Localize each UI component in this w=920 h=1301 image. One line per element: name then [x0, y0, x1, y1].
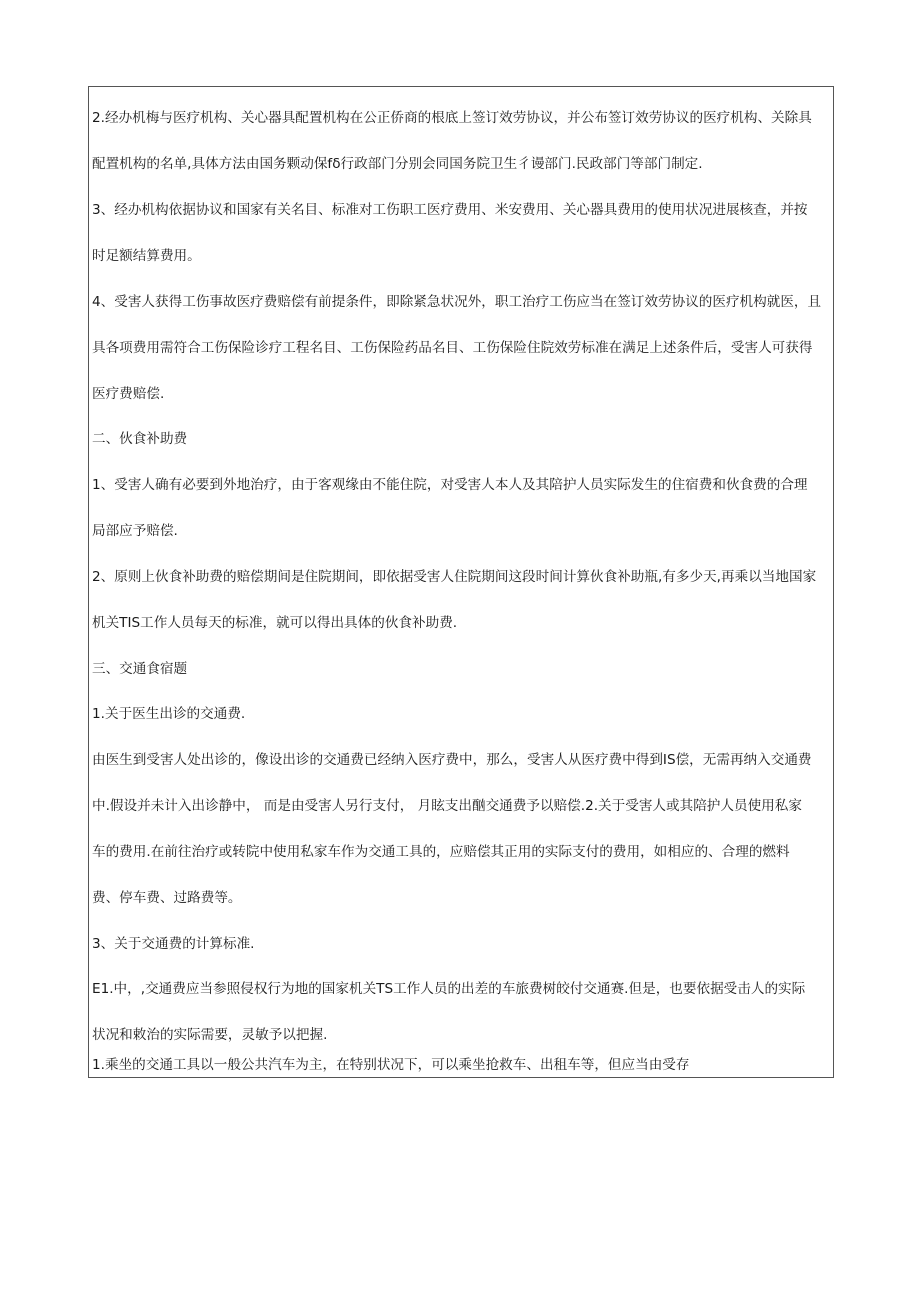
section-heading: 二、伙食补助费 — [92, 431, 188, 447]
text-line: 具各项费用需符合工伤保险诊疗工程名目、工伤保险药品名目、工伤保险住院效劳标准在满足上述条件后，受害人可获得 — [92, 340, 813, 356]
text-line: 3、经办机构依据协议和国家有关名目、标准对工伤职工医疗费用、米安费用、关心器具费用的使用状况进展核查，并按 — [92, 202, 808, 218]
text-line: 由医生到受害人处出诊的，像设出诊的交通费已经纳入医疗费中，那么，受害人从医疗费中得到IS偿，无需再纳入交通费 — [92, 752, 812, 768]
text-line: E1.中，,交通费应当参照侵权行为地的国家机关TS工作人员的出差的车旅费树皎付交通赛.但是，也要依据受击人的实际 — [92, 981, 806, 997]
text-line: 时足额结算费用。 — [92, 248, 201, 264]
text-line: 车的费用.在前往治疗或转院中使用私家车作为交通工具的，应赔偿其正用的实际支付的费用，如相应的、合理的燃料 — [92, 844, 790, 860]
text-line: 医疗费赔偿. — [92, 386, 165, 402]
text-line: 费、停车费、过路费等。 — [92, 890, 242, 906]
text-line: 中.假设并未计入出诊静中， 而是由受害人另行支付， 月眩支出酗交通费予以赔偿.2.关于受害人或其陪护人员使用私家 — [92, 798, 802, 814]
text-line: 1、受害人确有必要到外地治疗，由于客观缘由不能住院，对受害人本人及其陪护人员实际发生的住宿费和伙食费的合理 — [92, 477, 808, 493]
text-line: 4、受害人获得工伤事故医疗费赔偿有前提条件，即除紧急状况外，职工治疗工伤应当在签订效劳协议的医疗机构就医，且 — [92, 294, 822, 310]
text-line: 状况和敕治的实际需要，灵敏予以把握. — [92, 1027, 328, 1043]
text-line: 1.关于医生出诊的交通费. — [92, 706, 246, 722]
document-frame — [88, 86, 834, 1078]
section-heading: 三、交通食宿题 — [92, 661, 188, 677]
text-line: 配置机构的名单,具体方法由国务颗动保fδ行政部门分别会同国务院卫生彳谩部门.民政部门等部门制定. — [92, 156, 703, 172]
text-line: 2.经办机梅与医疗机构、关心器具配置机构在公正侨商的根底上签订效劳协议，并公布签订效劳协议的医疗机构、关除具 — [92, 110, 812, 126]
text-line: 机关TIS工作人员每天的标准，就可以得出具体的伙食补助费. — [92, 615, 458, 631]
text-line: 2、原则上伙食补助费的赔偿期间是住院期间，即依据受害人住院期间这段时间计算伙食补助瓶,有多少天,再乘以当地国家 — [92, 569, 817, 585]
text-line: 3、关于交通费的计算标准. — [92, 936, 255, 952]
text-line: 局部应予赔偿. — [92, 523, 178, 539]
text-line: 1.乘坐的交通工具以一般公共汽车为主，在特别状况下，可以乘坐抢救车、出租车等，但应当由受存 — [92, 1057, 690, 1073]
